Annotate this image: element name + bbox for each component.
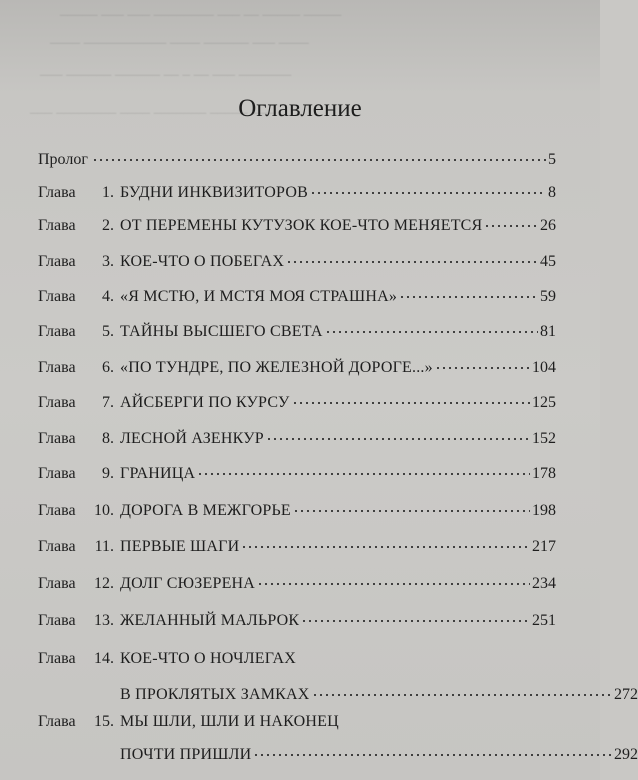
dot-leader xyxy=(257,577,530,591)
chapter-number: 13. xyxy=(94,612,114,629)
entry-label: Глава xyxy=(38,713,76,730)
page-number: 26 xyxy=(540,217,556,234)
chapter-number: 3. xyxy=(102,253,114,270)
toc-entry[interactable] xyxy=(38,322,556,342)
page-number: 81 xyxy=(540,323,556,340)
toc-entry[interactable] xyxy=(38,150,556,170)
chapter-number: 15. xyxy=(94,713,114,730)
entry-label: Глава xyxy=(38,253,76,270)
chapter-number: 1. xyxy=(102,184,114,201)
chapter-number: 8. xyxy=(102,430,114,447)
chapter-number: 5. xyxy=(102,323,114,340)
chapter-number: 11. xyxy=(94,538,114,555)
entry-label: Глава xyxy=(38,323,76,340)
toc-entry[interactable] xyxy=(38,611,556,631)
toc-entry[interactable] xyxy=(38,574,556,594)
toc-entry[interactable] xyxy=(38,649,556,669)
dot-leader xyxy=(286,255,538,269)
page-number: 45 xyxy=(540,253,556,270)
entry-label: Пролог xyxy=(38,151,88,168)
entry-label: Глава xyxy=(38,394,76,411)
chapter-title: «ПО ТУНДРЕ, ПО ЖЕЛЕЗНОЙ ДОРОГЕ...» xyxy=(120,359,433,376)
dot-leader xyxy=(253,748,612,762)
chapter-number: 10. xyxy=(94,502,114,519)
page-number: 234 xyxy=(532,575,556,592)
dot-leader xyxy=(197,467,530,481)
page-number: 104 xyxy=(532,359,556,376)
toc-entry-continuation[interactable] xyxy=(38,685,638,705)
dot-leader xyxy=(266,432,530,446)
chapter-title: ОТ ПЕРЕМЕНЫ КУТУЗОК КОЕ-ЧТО МЕНЯЕТСЯ xyxy=(120,217,483,234)
entry-label: Глава xyxy=(38,612,76,629)
page-title: Оглавление xyxy=(238,95,362,122)
chapter-title: КОЕ-ЧТО О НОЧЛЕГАХ xyxy=(120,650,296,667)
entry-label: Глава xyxy=(38,184,76,201)
toc-entry[interactable] xyxy=(38,358,556,378)
chapter-title: ДОЛГ СЮЗЕРЕНА xyxy=(120,575,256,592)
entry-label: Глава xyxy=(38,217,76,234)
dot-leader xyxy=(325,325,538,339)
toc-entry-continuation[interactable] xyxy=(38,745,638,765)
toc-entry[interactable] xyxy=(38,393,556,413)
toc-entry[interactable] xyxy=(38,183,556,203)
toc-entry[interactable] xyxy=(38,252,556,272)
chapter-title: ЛЕСНОЙ АЗЕНКУР xyxy=(120,430,264,447)
chapter-number: 9. xyxy=(102,465,114,482)
dot-leader xyxy=(301,614,530,628)
dot-leader xyxy=(399,290,538,304)
page-number: 292 xyxy=(614,746,638,763)
entry-label: Глава xyxy=(38,430,76,447)
chapter-title: «Я МСТЮ, И МСТЯ МОЯ СТРАШНА» xyxy=(120,288,398,305)
chapter-number: 14. xyxy=(94,650,114,667)
entry-label: Глава xyxy=(38,538,76,555)
chapter-title-continued: В ПРОКЛЯТЫХ ЗАМКАХ xyxy=(120,686,310,703)
dot-leader xyxy=(310,186,546,200)
toc-entry[interactable] xyxy=(38,712,556,732)
entry-label: Глава xyxy=(38,359,76,376)
chapter-title: АЙСБЕРГИ ПО КУРСУ xyxy=(120,394,290,411)
chapter-number: 2. xyxy=(102,217,114,234)
toc-entry[interactable] xyxy=(38,287,556,307)
chapter-title-continued: ПОЧТИ ПРИШЛИ xyxy=(120,746,252,763)
chapter-title: КОЕ-ЧТО О ПОБЕГАХ xyxy=(120,253,285,270)
toc-entry[interactable] xyxy=(38,216,556,236)
chapter-title: ЖЕЛАННЫЙ МАЛЬРОК xyxy=(120,612,300,629)
entry-label: Глава xyxy=(38,575,76,592)
toc-entry[interactable] xyxy=(38,464,556,484)
chapter-number: 6. xyxy=(102,359,114,376)
chapter-title: ПЕРВЫЕ ШАГИ xyxy=(120,538,240,555)
dot-leader xyxy=(292,396,530,410)
page-number: 5 xyxy=(548,151,556,168)
toc-entry[interactable] xyxy=(38,501,556,521)
entry-label: Глава xyxy=(38,288,76,305)
bleed-through-text: _____ ___ ___ ________ ___ __ _____ _____ ____ ___________ ____ ______ ___ ____ ___ ______ ______ __ _ __ ___ _______ ___ ________ ____ _______ _____ ___ xyxy=(30,2,342,116)
chapter-number: 7. xyxy=(102,394,114,411)
toc-entry[interactable] xyxy=(38,537,556,557)
entry-label: Глава xyxy=(38,465,76,482)
chapter-title: ТАЙНЫ ВЫСШЕГО СВЕТА xyxy=(120,323,323,340)
page-number: 217 xyxy=(532,538,556,555)
chapter-title: БУДНИ ИНКВИЗИТОРОВ xyxy=(120,184,308,201)
dot-leader xyxy=(435,361,530,375)
dot-leader xyxy=(484,219,538,233)
dot-leader xyxy=(92,153,546,167)
chapter-title: ГРАНИЦА xyxy=(120,465,196,482)
dot-leader xyxy=(312,688,612,702)
page-number: 272 xyxy=(614,686,638,703)
page-number: 59 xyxy=(540,288,556,305)
dot-leader xyxy=(241,540,530,554)
page-number: 8 xyxy=(548,184,556,201)
chapter-number: 4. xyxy=(102,288,114,305)
page-number: 152 xyxy=(532,430,556,447)
page-number: 251 xyxy=(532,612,556,629)
chapter-title: ДОРОГА В МЕЖГОРЬЕ xyxy=(120,502,291,519)
dot-leader xyxy=(293,504,530,518)
page-number: 178 xyxy=(532,465,556,482)
toc-entry[interactable] xyxy=(38,429,556,449)
entry-label: Глава xyxy=(38,650,76,667)
chapter-title: МЫ ШЛИ, ШЛИ И НАКОНЕЦ xyxy=(120,713,339,730)
page-number: 125 xyxy=(532,394,556,411)
page-number: 198 xyxy=(532,502,556,519)
entry-label: Глава xyxy=(38,502,76,519)
chapter-number: 12. xyxy=(94,575,114,592)
